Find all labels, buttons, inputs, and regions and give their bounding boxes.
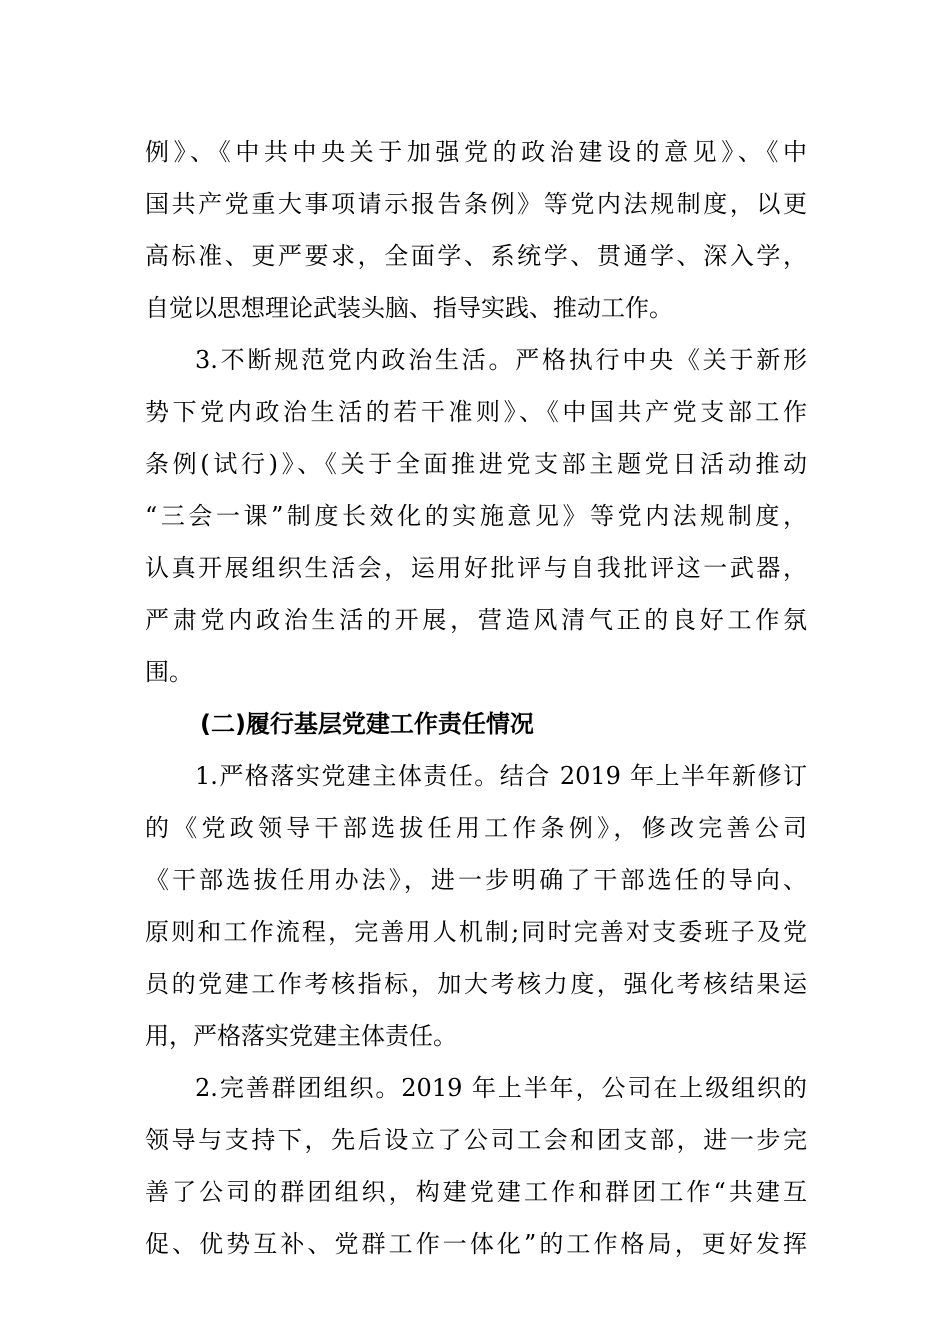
text-line: 1.严格落实党建主体责任。结合 2019 年上半年新修订 xyxy=(195,762,807,790)
paragraph-mass-organizations xyxy=(145,1062,807,1270)
text-line: 例》、《中共中央关于加强党的政治建设的意见》、《中 xyxy=(145,138,807,166)
text-line: 促、优势互补、党群工作一体化”的工作格局，更好发挥 xyxy=(145,1230,807,1258)
text-line: 高标准、更严要求，全面学、系统学、贯通学、深入学， xyxy=(145,242,807,270)
text-line: 《干部选拔任用办法》，进一步明确了干部选任的导向、 xyxy=(145,866,807,894)
document-body xyxy=(145,126,807,1270)
paragraph-political-life xyxy=(145,334,807,698)
text-line: 领导与支持下，先后设立了公司工会和团支部，进一步完 xyxy=(145,1126,807,1154)
text-line: 严肃党内政治生活的开展，营造风清气正的良好工作氛 xyxy=(145,606,807,634)
text-line: 自觉以思想理论武装头脑、指导实践、推动工作。 xyxy=(145,294,673,322)
text-line: 2.完善群团组织。2019 年上半年，公司在上级组织的 xyxy=(195,1074,807,1102)
section-heading xyxy=(145,698,807,750)
text-line: “三会一课”制度长效化的实施意见》等党内法规制度， xyxy=(145,502,807,530)
paragraph-responsibility xyxy=(145,750,807,1062)
paragraph-continuation xyxy=(145,126,807,334)
text-line: 的《党政领导干部选拔任用工作条例》，修改完善公司 xyxy=(145,814,807,842)
text-line: 原则和工作流程，完善用人机制;同时完善对支委班子及党 xyxy=(145,918,807,946)
text-line: 国共产党重大事项请示报告条例》等党内法规制度，以更 xyxy=(145,190,807,218)
text-line: 围。 xyxy=(145,658,193,686)
text-line: 用，严格落实党建主体责任。 xyxy=(145,1022,457,1050)
text-line: 条例(试行)》、《关于全面推进党支部主题党日活动推动 xyxy=(145,450,807,478)
heading-text: (二)履行基层党建工作责任情况 xyxy=(200,710,534,738)
text-line: 认真开展组织生活会，运用好批评与自我批评这一武器， xyxy=(145,554,807,582)
text-line: 3.不断规范党内政治生活。严格执行中央《关于新形 xyxy=(195,346,807,374)
text-line: 势下党内政治生活的若干准则》、《中国共产党支部工作 xyxy=(145,398,807,426)
text-line: 善了公司的群团组织，构建党建工作和群团工作“共建互 xyxy=(145,1178,807,1206)
text-line: 员的党建工作考核指标，加大考核力度，强化考核结果运 xyxy=(145,970,807,998)
